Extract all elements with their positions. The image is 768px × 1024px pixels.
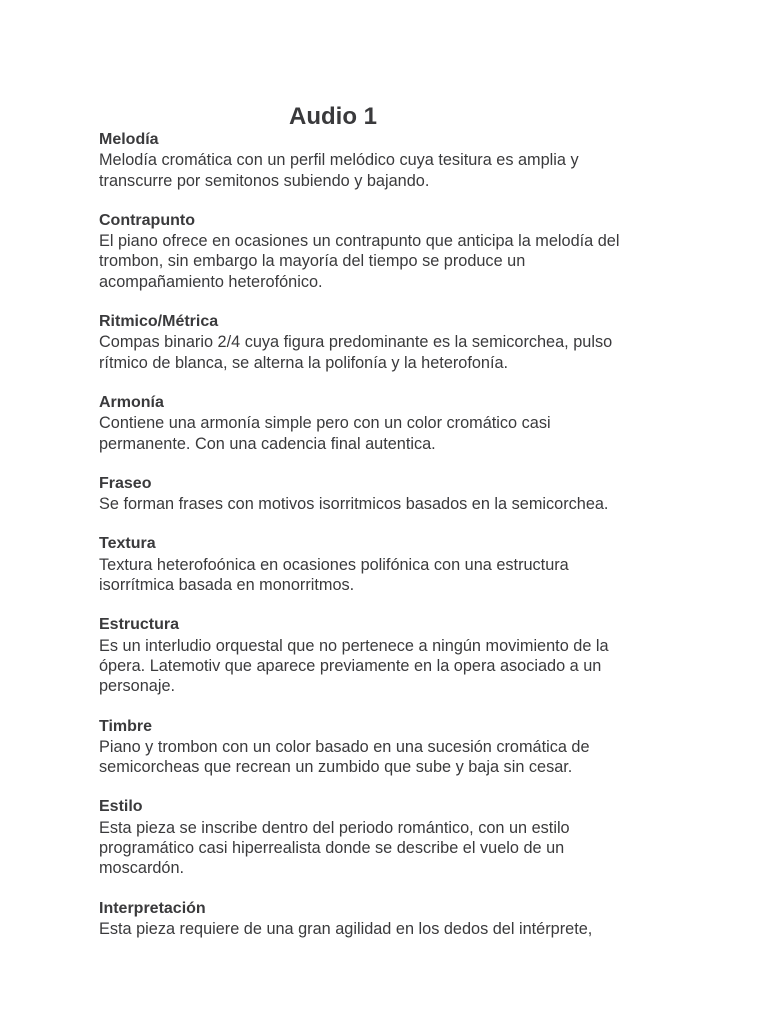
section-body: Contiene una armonía simple pero con un color cromático casi permanente. Con una cadencia final autentica.	[99, 414, 551, 453]
section-heading: Textura	[99, 535, 156, 553]
section-body: Textura heterofoónica en ocasiones polifónica con una estructura isorrítmica basada en monorritmos.	[99, 555, 569, 595]
section-contrapunto	[99, 211, 679, 292]
section-body: Melodía cromática con un perfil melódico cuya tesitura es amplia y transcurre por semitonos subiendo y bajando.	[99, 151, 579, 190]
section-body: Compas binario 2/4 cuya figura predominante es la semicorchea, pulso rítmico de blanca, se alterna la polifonía y la heterofonía.	[99, 333, 613, 372]
section-heading: Fraseo	[99, 474, 152, 492]
section-estilo	[99, 797, 679, 878]
page-title: Audio 1	[289, 103, 377, 130]
section-timbre	[99, 717, 679, 778]
section-body: Esta pieza se inscribe dentro del periodo romántico, con un estilo programático casi hiperrealista donde se describe el vuelo de un moscardón.	[99, 818, 570, 878]
section-heading: Armonía	[99, 393, 164, 411]
document-content	[99, 130, 679, 959]
section-body: Se forman frases con motivos isorritmicos basados en la semicorchea.	[99, 495, 609, 514]
section-fraseo	[99, 474, 679, 515]
section-heading: Ritmico/Métrica	[99, 313, 219, 331]
section-heading: Interpretación	[99, 899, 206, 917]
section-heading: Melodía	[99, 131, 159, 148]
section-body: Piano y trombon con un color basado en una sucesión cromática de semicorcheas que recrean un zumbido que sube y baja sin cesar.	[99, 737, 590, 777]
section-body: Es un interludio orquestal que no pertenece a ningún movimiento de la ópera. Latemotiv que aparece previamente en la opera asociado a un personaje.	[99, 636, 609, 696]
section-melodia	[99, 130, 679, 191]
section-armonia	[99, 393, 679, 454]
section-heading: Contrapunto	[99, 211, 195, 229]
section-body: Esta pieza requiere de una gran agilidad en los dedos del intérprete,	[99, 919, 593, 938]
section-estructura	[99, 615, 679, 696]
section-ritmico-metrica	[99, 312, 679, 373]
section-body: El piano ofrece en ocasiones un contrapunto que anticipa la melodía del trombon, sin embargo la mayoría del tiempo se produce un acompañamiento heterofónico.	[99, 232, 620, 291]
section-textura	[99, 534, 679, 595]
section-heading: Timbre	[99, 717, 153, 735]
section-heading: Estilo	[99, 798, 143, 816]
section-heading: Estructura	[99, 616, 180, 634]
section-interpretacion	[99, 899, 679, 940]
